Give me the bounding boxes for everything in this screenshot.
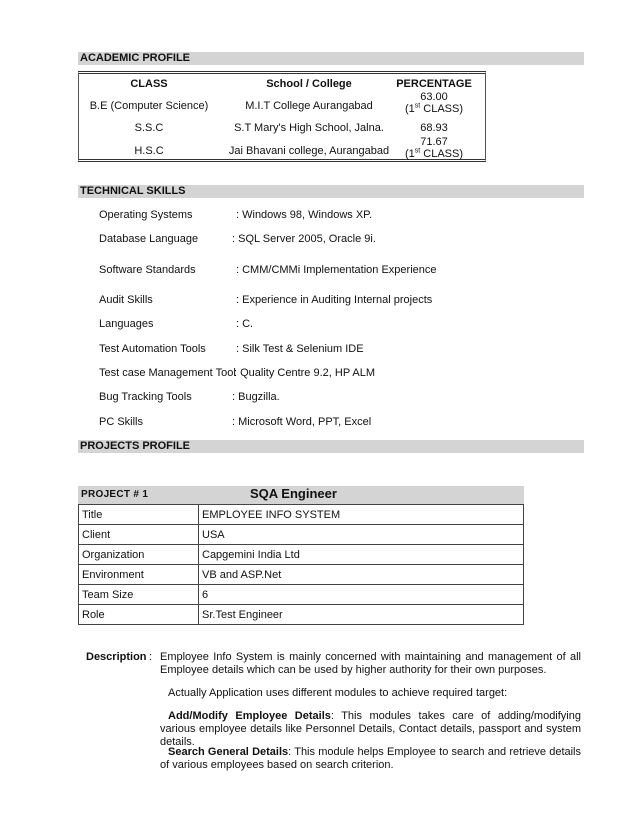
description-module-search — [160, 746, 581, 772]
project-header — [78, 486, 524, 504]
percentage-value: 63.00 — [420, 91, 448, 103]
field-value: VB and ASP.Net — [199, 565, 524, 585]
skill-value: : SQL Server 2005, Oracle 9i. — [232, 233, 376, 245]
field-value: USA — [199, 525, 524, 545]
skill-label: Bug Tracking Tools — [99, 391, 192, 403]
description-label: Description — [86, 651, 147, 663]
skill-value: : Bugzilla. — [232, 391, 280, 403]
school-cell: Jai Bhavani college, Aurangabad — [228, 145, 390, 157]
academic-table — [78, 71, 486, 162]
skill-label: Test case Management Tool — [99, 367, 236, 379]
skill-value: : Windows 98, Windows XP. — [236, 209, 373, 221]
field-value: Capgemini India Ltd — [199, 545, 524, 565]
skill-label: Test Automation Tools — [99, 343, 206, 355]
field-label: Environment — [79, 565, 199, 585]
field-label: Organization — [79, 545, 199, 565]
school-cell: M.I.T College Aurangabad — [245, 100, 373, 112]
class-note-sup: st — [414, 102, 421, 110]
field-label: Team Size — [79, 585, 199, 605]
col-header-class: CLASS — [130, 78, 168, 90]
projects-profile-heading: PROJECTS PROFILE — [78, 440, 584, 453]
project-role-title: SQA Engineer — [250, 486, 337, 501]
project-details-table — [78, 504, 524, 625]
class-note — [384, 103, 484, 115]
skill-value: : Quality Centre 9.2, HP ALM — [234, 367, 376, 379]
skill-label: Audit Skills — [99, 294, 153, 306]
skill-value: : CMM/CMMi Implementation Experience — [236, 264, 437, 276]
skill-label: Languages — [99, 318, 154, 330]
table-row — [79, 585, 524, 605]
table-row — [79, 565, 524, 585]
academic-profile-heading: ACADEMIC PROFILE — [78, 52, 584, 65]
description-intro: Employee Info System is mainly concerned with maintaining and management of all Employee details which can be used by higher authority for their own purposes. — [160, 651, 581, 676]
description-modules-intro: Actually Application uses different modules to achieve required target: — [168, 687, 508, 699]
skill-value: : Microsoft Word, PPT, Excel — [232, 416, 372, 428]
skill-label: Operating Systems — [99, 209, 193, 221]
field-label: Client — [79, 525, 199, 545]
class-note-post: CLASS) — [420, 103, 464, 115]
table-row — [79, 525, 524, 545]
table-row — [79, 605, 524, 625]
class-cell: B.E (Computer Science) — [89, 100, 209, 112]
col-header-school: School / College — [266, 78, 352, 90]
project-number: PROJECT # 1 — [81, 489, 149, 500]
description-colon: : — [149, 651, 153, 663]
percentage-value: 68.93 — [420, 122, 448, 134]
percentage-cell — [384, 91, 484, 115]
field-value: EMPLOYEE INFO SYSTEM — [199, 505, 524, 525]
module-name: Search General Details — [168, 746, 289, 758]
skill-label: Database Language — [99, 233, 199, 245]
class-note-pre: (1 — [404, 148, 415, 160]
skill-value: : C. — [236, 318, 254, 330]
class-note-sup: st — [414, 147, 421, 155]
class-note-pre: (1 — [404, 103, 415, 115]
skill-label: PC Skills — [99, 416, 144, 428]
school-cell: S.T Mary's High School, Jalna. — [234, 122, 384, 134]
percentage-cell — [384, 136, 484, 160]
class-cell: S.S.C — [134, 122, 164, 134]
field-value: Sr.Test Engineer — [199, 605, 524, 625]
module-name: Add/Modify Employee Details — [168, 710, 331, 722]
skill-value: : Silk Test & Selenium IDE — [236, 343, 364, 355]
class-cell: H.S.C — [134, 145, 164, 157]
skill-label: Software Standards — [99, 264, 196, 276]
field-label: Title — [79, 505, 199, 525]
technical-skills-heading: TECHNICAL SKILLS — [78, 185, 584, 198]
module-text: : This module helps Employee to search and retrieve details of various employees based on search criterion. — [160, 746, 582, 771]
table-row — [79, 545, 524, 565]
module-text: : This modules takes care of adding/modifying various employee details like Personnel Details, Contact details, passport and system details. — [160, 710, 581, 748]
skill-value: : Experience in Auditing Internal projects — [236, 294, 433, 306]
table-row — [79, 505, 524, 525]
col-header-percentage: PERCENTAGE — [396, 78, 472, 90]
field-value: 6 — [199, 585, 524, 605]
description-module-add-modify — [160, 710, 581, 749]
field-label: Role — [79, 605, 199, 625]
percentage-value: 71.67 — [420, 136, 448, 148]
class-note-post: CLASS) — [420, 148, 464, 160]
class-note — [384, 148, 484, 160]
